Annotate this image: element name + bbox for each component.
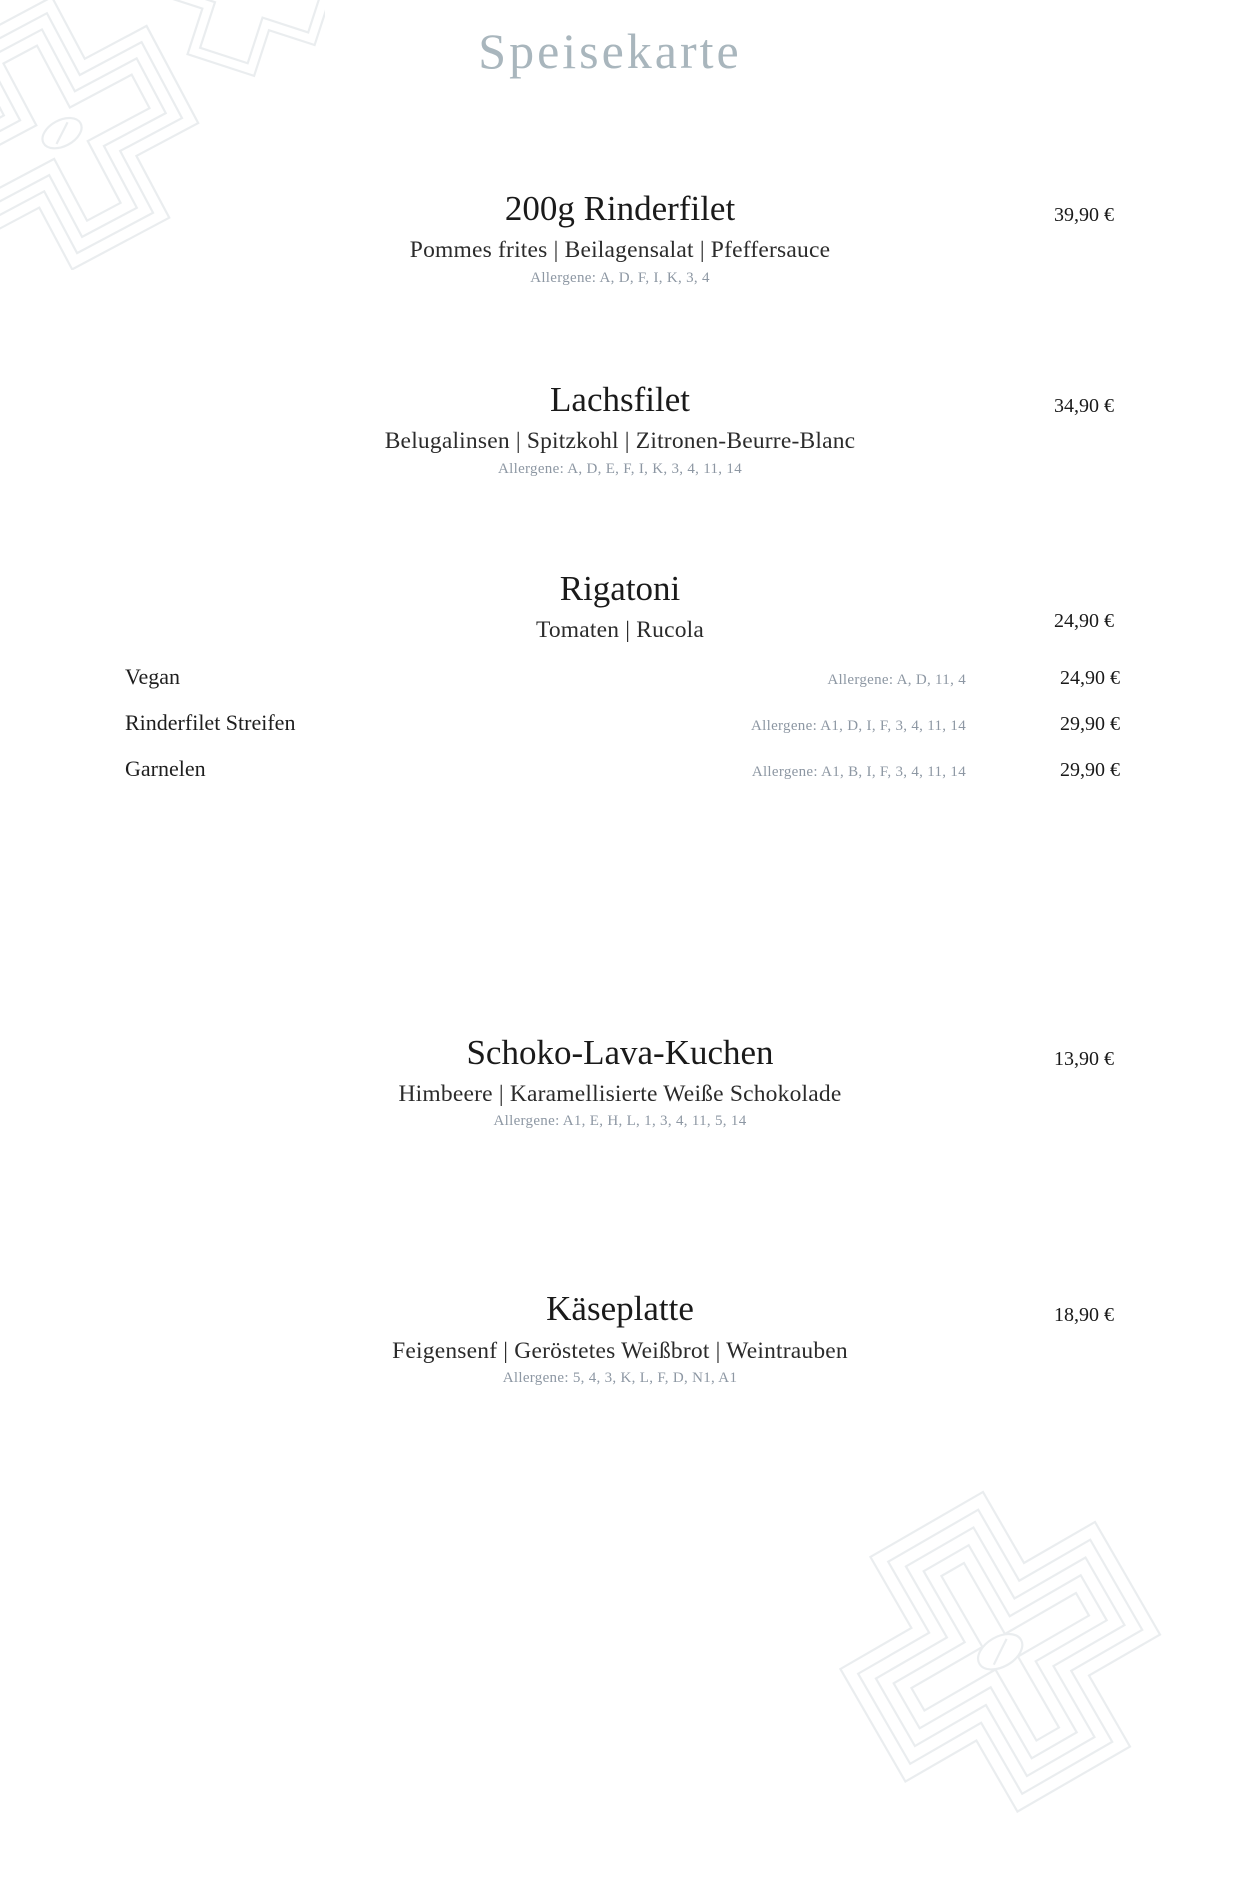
variant-label: Vegan <box>125 663 180 689</box>
menu-item-head <box>120 1288 1120 1387</box>
menu-item-description: Belugalinsen | Spitzkohl | Zitronen-Beurre-Blanc <box>384 428 856 455</box>
variant-label: Rinderfilet Streifen <box>125 709 296 735</box>
menu-item-head <box>120 379 1120 478</box>
variant-row <box>120 710 1120 756</box>
menu-item <box>120 1032 1120 1131</box>
menu-item <box>120 379 1120 478</box>
menu-item <box>120 1288 1120 1387</box>
variant-row <box>120 664 1120 710</box>
menu-item <box>120 188 1120 287</box>
variant-row <box>120 756 1120 802</box>
menu-item-variants <box>120 664 1120 802</box>
menu-item-price: 24,90 € <box>1054 609 1114 632</box>
menu-item-description: Himbeere | Karamellisierte Weiße Schokolade <box>398 1080 842 1107</box>
menu-item-head <box>120 188 1120 287</box>
cross-ornament-icon <box>830 1429 1240 1904</box>
menu-item-name: 200g Rinderfilet <box>504 189 736 228</box>
menu-item-price: 34,90 € <box>1054 394 1114 417</box>
variant-allergens: Allergene: A1, B, I, F, 3, 4, 11, 14 <box>751 763 966 780</box>
menu-item-head <box>120 568 1120 646</box>
menu-item-allergens: Allergene: A1, E, H, L, 1, 3, 4, 11, 5, 14 <box>493 1113 747 1130</box>
variant-price: 29,90 € <box>1060 712 1120 735</box>
variant-allergens: Allergene: A, D, 11, 4 <box>827 671 966 688</box>
menu-item-head <box>120 1032 1120 1131</box>
menu-item-allergens: Allergene: A, D, E, F, I, K, 3, 4, 11, 14 <box>498 460 742 477</box>
menu-item-description: Feigensenf | Geröstetes Weißbrot | Weintrauben <box>392 1337 848 1364</box>
variant-price: 24,90 € <box>1060 666 1120 689</box>
menu-item <box>120 568 1120 802</box>
variant-label: Garnelen <box>125 755 206 781</box>
menu-item-price: 39,90 € <box>1054 204 1114 226</box>
menu-item-name: Käseplatte <box>546 1289 694 1329</box>
menu-item-name: Schoko-Lava-Kuchen <box>466 1032 774 1072</box>
menu-items <box>0 188 1240 1387</box>
page-title: Speisekarte <box>478 23 742 79</box>
menu-item-name: Lachsfilet <box>550 379 690 419</box>
menu-item-allergens: Allergene: 5, 4, 3, K, L, F, D, N1, A1 <box>502 1370 738 1387</box>
menu-item-price: 13,90 € <box>1054 1047 1114 1070</box>
menu-item-price: 18,90 € <box>1054 1304 1114 1327</box>
variant-allergens: Allergene: A1, D, I, F, 3, 4, 11, 14 <box>751 717 966 734</box>
menu-item-allergens: Allergene: A, D, F, I, K, 3, 4 <box>530 269 710 286</box>
menu-item-name: Rigatoni <box>559 568 681 608</box>
menu-item-description: Pommes frites | Beilagensalat | Pfeffersauce <box>409 237 831 264</box>
variant-price: 29,90 € <box>1060 758 1120 781</box>
menu-item-description: Tomaten | Rucola <box>535 616 705 643</box>
